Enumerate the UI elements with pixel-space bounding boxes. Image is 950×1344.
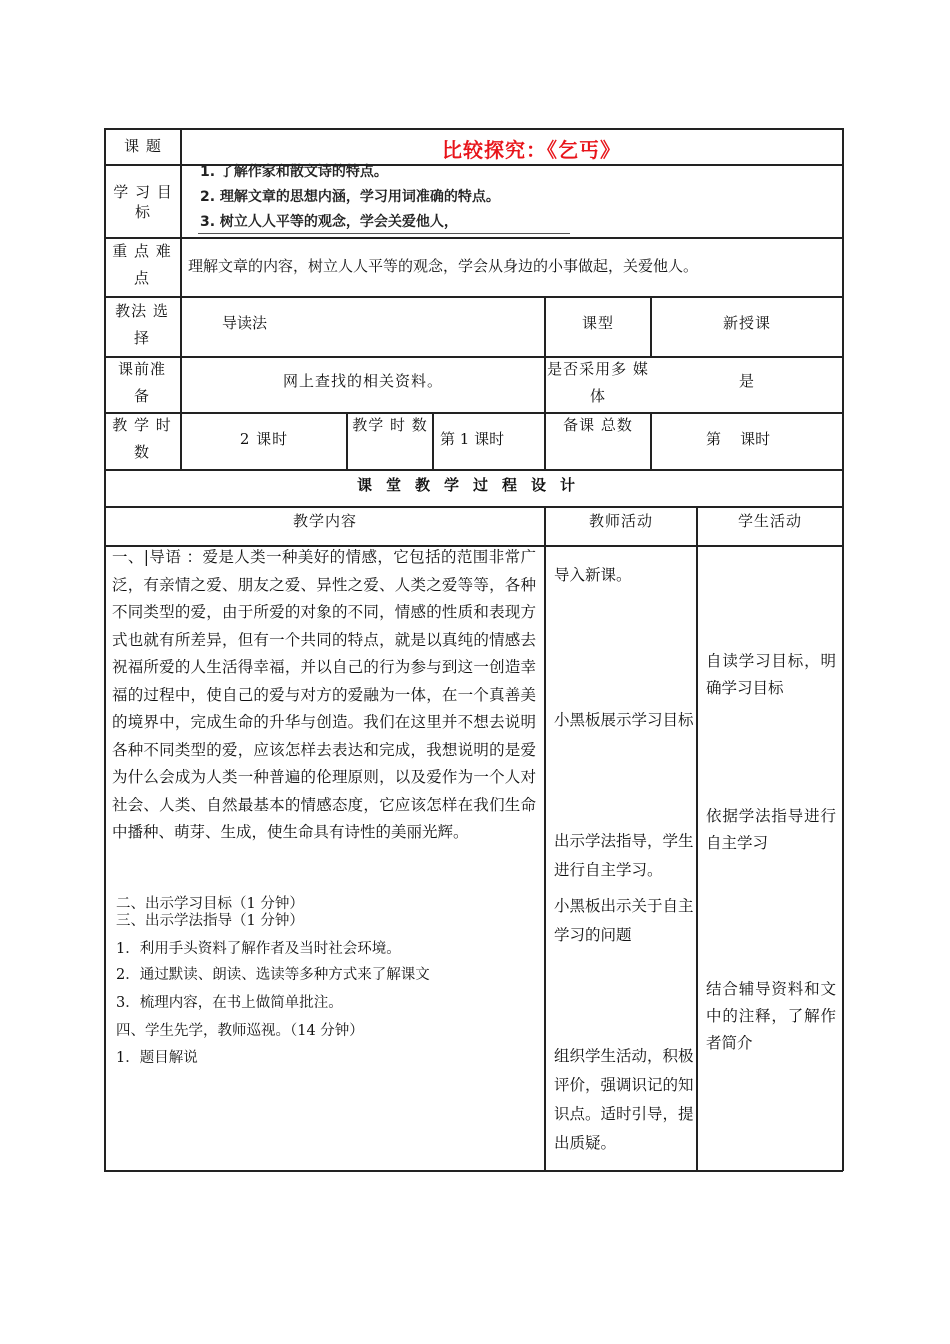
step-item: 3．梳理内容，在书上做简单批注。 (116, 995, 343, 1011)
step-item: 2．通过默读、朗读、选读等多种方式来了解课文 (116, 967, 430, 983)
teacher-activity: 小黑板出示关于自主学习的问题 (554, 897, 694, 944)
prep-label: 课前准 备 (117, 360, 166, 405)
period-label: 教学 时 数 (352, 416, 428, 434)
prep-value: 网上查找的相关资料。 (282, 372, 443, 390)
period-value: 第 1 课时 (440, 430, 505, 448)
teacher-activity: 组织学生活动，积极评价，强调识记的知识点。适时引导，提出质疑。 (554, 1047, 694, 1152)
page-title: 比较探究：《乞丐》 (442, 138, 621, 162)
grid-line (104, 1170, 843, 1172)
prep-total-value: 第 课时 (706, 430, 771, 448)
goal-item: 2. 理解文章的思想内涵，学习用词准确的特点。 (200, 189, 500, 205)
method-label: 教法 选择 (115, 302, 169, 347)
grid-line (696, 506, 698, 1171)
goals-underline (198, 233, 570, 234)
intro-paragraph: 一、|导语 ：爱是人类一种美好的情感，它包括的范围非常广泛，有亲情之爱、朋友之爱、异性之爱、人类之爱等等，各种不同类型的爱，由于所爱的对象的不同，情感的性质和表现方式也就有所差异，但有一个共同的特点，就是以真纯的情感去祝福所爱的人生活得幸福，并以自己的行为参与到这一创造幸福的过程中，使自己的爱与对方的爱融为一体，在一个真善美的境界中，完成生命的升华与创造。我们在这里并不想去说明各种不同类型的爱，应该怎样去表达和完成，我想说明的是爱为什么会成为人类一种普遍的伦理原则，以及爱作为一个人对社会、人类、自然最基本的情感态度，它应该怎样在我们生命中播种、萌芽、生成，使生命具有诗性的美丽光辉。 (112, 548, 536, 841)
method-value: 导读法 (222, 314, 268, 332)
student-activity: 依据学法指导进行自主学习 (706, 807, 836, 852)
prep-total-label: 备课 总数 (563, 416, 633, 434)
goal-item: 1. 了解作家和散文诗的特点。 (200, 164, 388, 180)
column-header-teacher: 教师活动 (588, 512, 653, 530)
grid-line (104, 469, 843, 471)
step-item: 1．题目解说 (116, 1050, 198, 1066)
grid-line (432, 412, 434, 470)
course-type-label: 课型 (581, 314, 614, 332)
key-points-text: 理解文章的内容，树立人人平等的观念，学会从身边的小事做起，关爱他人。 (188, 257, 699, 275)
grid-line (104, 237, 843, 239)
step-item: 四、学生先学，教师巡视。（14 分钟） (116, 1023, 364, 1039)
course-type-value: 新授课 (722, 314, 771, 332)
column-header-content: 教学内容 (292, 512, 357, 530)
teacher-activity: 出示学法指导，学生进行自主学习。 (554, 832, 694, 879)
learning-goals (200, 160, 500, 235)
grid-line (842, 128, 844, 1171)
grid-line (544, 506, 546, 1171)
student-activity: 自读学习目标，明确学习目标 (706, 652, 836, 697)
step-item: 1．利用手头资料了解作者及当时社会环境。 (116, 941, 401, 957)
grid-line (180, 128, 182, 470)
multimedia-value: 是 (738, 372, 755, 390)
column-header-student: 学生活动 (737, 512, 802, 530)
grid-line (104, 296, 843, 298)
grid-line (346, 412, 348, 470)
goals-label: 学 习 目 标 (113, 183, 173, 221)
teacher-activity: 小黑板展示学习目标 (554, 711, 694, 729)
teacher-activity: 导入新课。 (554, 566, 632, 584)
hours-label: 教 学 时 数 (112, 416, 172, 461)
hours-value: 2 课时 (239, 430, 289, 448)
student-activity: 结合辅导资料和文中的注释，了解作者简介 (706, 980, 836, 1052)
goal-item: 3. 树立人人平等的观念，学会关爱他人， (200, 214, 458, 230)
topic-label: 课 题 (124, 137, 162, 155)
grid-line (104, 356, 843, 358)
grid-line (104, 412, 843, 414)
step-item: 三、出示学法指导（1 分钟） (116, 913, 304, 929)
grid-line (104, 128, 106, 1171)
step-item: 二、出示学习目标（1 分钟） (116, 896, 304, 912)
process-banner: 课堂教学过程设计 (356, 476, 589, 494)
grid-line (104, 128, 843, 130)
multimedia-label: 是否采用多 媒 体 (547, 360, 649, 405)
grid-line (650, 412, 652, 470)
key-points-label: 重 点 难 点 (112, 242, 172, 287)
